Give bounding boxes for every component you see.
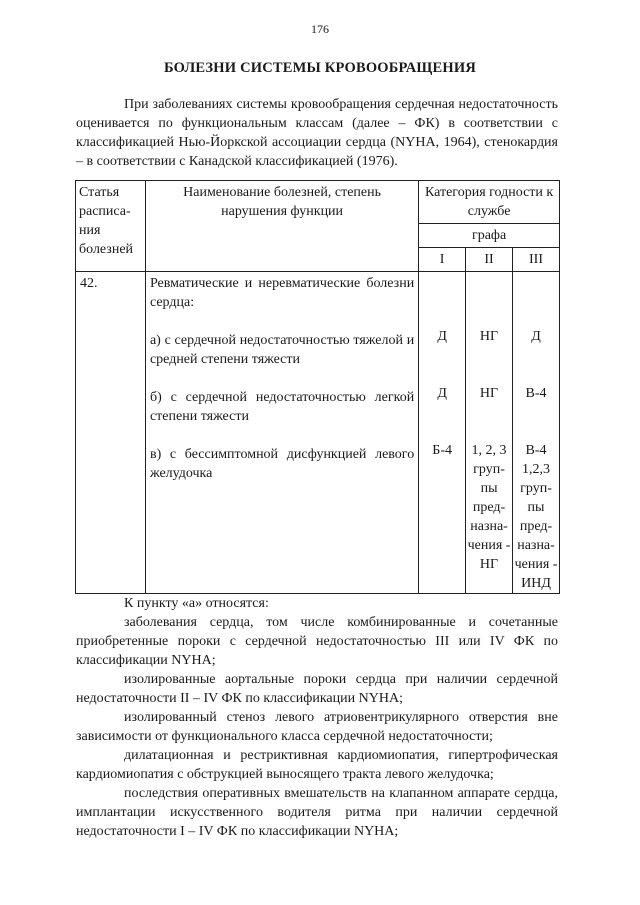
lead-paragraph: К пункту «а» относятся: [124, 596, 269, 611]
article-number: 42. [76, 272, 146, 594]
item-b-g3: В-4 [525, 386, 547, 401]
list-item: изолированный стеноз левого атриовентрикулярного отверстия вне зависимости от функционального класса сердечной недостаточности; [76, 710, 558, 744]
header-grafa-3: III [513, 248, 560, 272]
header-disease-name: Наименование болезней, степень нарушения функции [145, 181, 418, 272]
list-item: дилатационная и рестриктивная кардиомиопатия, гипертрофическая кардиомиопатия с обструкцией выносящего тракта левого желудочка; [76, 748, 558, 782]
fitness-table [75, 180, 560, 594]
item-v-g3: В-4 1,2,3 груп-пы пред-назна-чения - ИНД [514, 443, 558, 591]
grafa-2-values [466, 272, 513, 594]
list-item: изолированные аортальные пороки сердца при наличии сердечной недостаточности II – IV ФК по классификации NYHA; [76, 672, 558, 706]
header-grafa-1: I [419, 248, 466, 272]
header-article: Статья расписа-ния болезней [76, 181, 146, 272]
grafa-1-values [419, 272, 466, 594]
item-b-g1: Д [437, 386, 447, 401]
item-b-text: б) с сердечной недостаточностью легкой степени тяжести [149, 390, 415, 424]
page-number: 176 [311, 22, 329, 36]
item-a-g1: Д [437, 329, 447, 344]
intro-paragraph: При заболеваниях системы кровообращения сердечная недостаточность оценивается по функциональным классам (далее – ФК) в соответствии с классификацией Нью-Йоркской ассоциации сердца (NYHA, 1964), стенокардия – в соответствии с Канадской классификацией (1976). [76, 97, 558, 169]
table-row [76, 272, 560, 594]
item-v-g1: Б-4 [432, 443, 452, 458]
section-title: БОЛЕЗНИ СИСТЕМЫ КРОВООБРАЩЕНИЯ [163, 60, 477, 76]
item-b-g2: НГ [479, 386, 499, 401]
body-text [76, 594, 558, 841]
item-a-text: а) с сердечной недостаточностью тяжелой и средней степени тяжести [149, 333, 415, 367]
header-grafa: графа [419, 224, 560, 248]
list-item: последствия оперативных вмешательств на клапанном аппарате сердца, имплантации искусственного водителя ритма при наличии сердечной недостаточности I – IV ФК по классификации NYHA; [76, 786, 558, 839]
list-item: заболевания сердца, том числе комбинированные и сочетанные приобретенные пороки с сердечной недостаточностью III или IV ФК по классификации NYHA; [76, 615, 558, 668]
header-grafa-2: II [466, 248, 513, 272]
disease-heading: Ревматические и неревматические болезни сердца: [149, 276, 415, 310]
item-v-g2: 1, 2, 3 груп-пы пред-назна-чения - НГ [467, 443, 511, 572]
grafa-3-values [513, 272, 560, 594]
item-v-text: в) с бессимптомной дисфункцией левого желудочка [149, 447, 415, 481]
disease-description [145, 272, 418, 594]
item-a-g3: Д [531, 329, 541, 344]
header-category: Категория годности к службе [419, 181, 560, 224]
item-a-g2: НГ [479, 329, 499, 344]
